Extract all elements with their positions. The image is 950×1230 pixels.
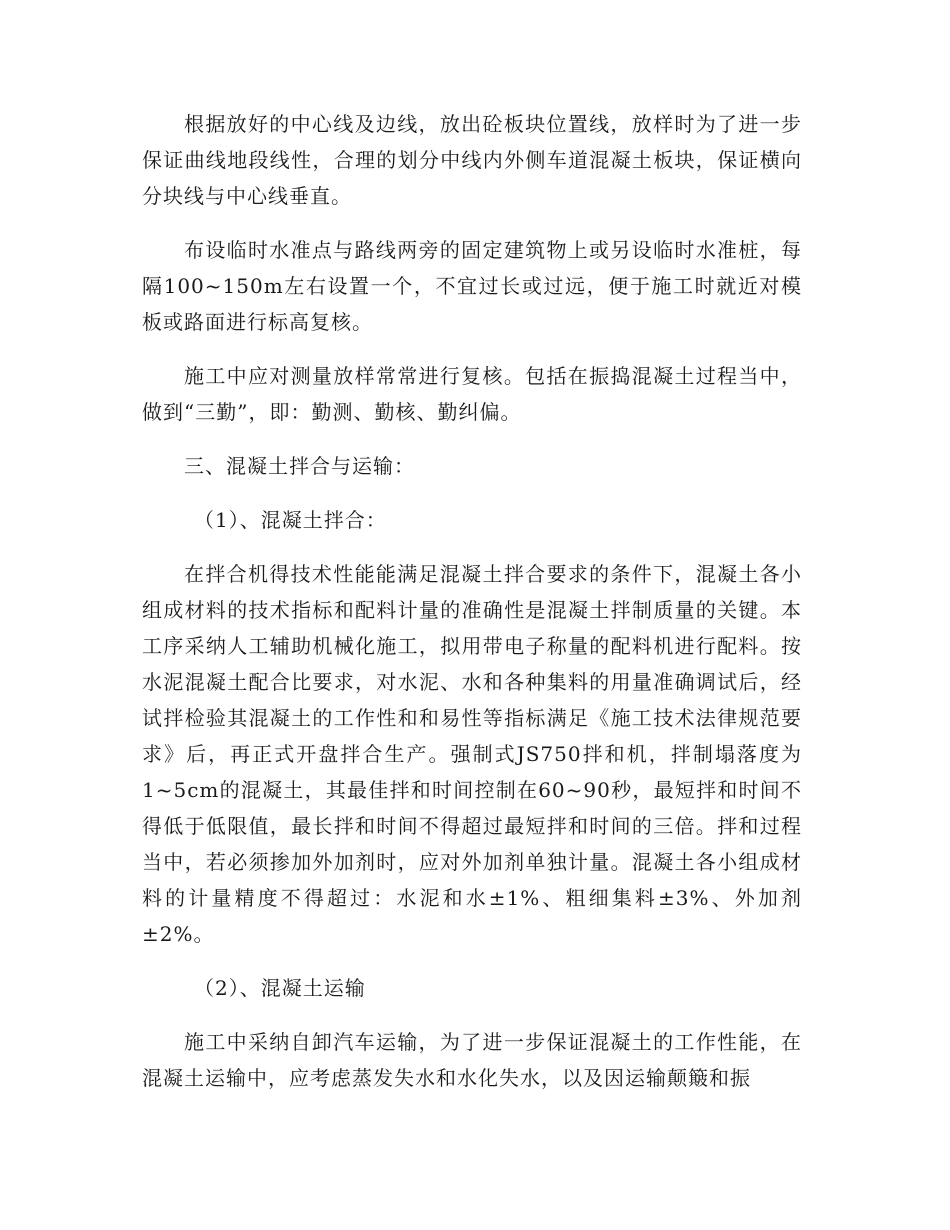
document-body: [142, 106, 802, 1114]
subheading-transport: （2）、混凝土运输: [194, 976, 366, 1000]
section-heading-mixing-transport: 三、混凝土拌合与运输：: [184, 454, 415, 478]
subheading-mixing: （1）、混凝土拌合：: [194, 508, 387, 532]
paragraph-stakeout-lines: 根据放好的中心线及边线，放出砼板块位置线，放样时为了进一步保证曲线地段线性，合理的划分中线内外侧车道混凝土板块，保证横向分块线与中心线垂直。: [142, 112, 802, 208]
paragraph-survey-check: 施工中应对测量放样常常进行复核。包括在振捣混凝土过程当中，做到“三勤”，即：勤测、勤核、勤纠偏。: [142, 364, 802, 424]
paragraph-mixing: 在拌合机得技术性能能满足混凝土拌合要求的条件下，混凝土各小组成材料的技术指标和配料计量的准确性是混凝土拌制质量的关键。本工序采纳人工辅助机械化施工，拟用带电子称量的配料机进行配料。按水泥混凝土配合比要求，对水泥、水和各种集料的用量准确调试后，经试拌检验其混凝土的工作性和和易性等指标满足《施工技术法律规范要求》后，再正式开盘拌合生产。强制式JS750拌和机，拌制塌落度为1~5cm的混凝土，其最佳拌和时间控制在60~90秒，最短拌和时间不得低于低限值，最长拌和时间不得超过最短拌和时间的三倍。拌和过程当中，若必须掺加外加剂时，应对外加剂单独计量。混凝土各小组成材料的计量精度不得超过：水泥和水±1%、粗细集料±3%、外加剂±2%。: [142, 562, 802, 946]
paragraph-transport: 施工中采纳自卸汽车运输，为了进一步保证混凝土的工作性能，在混凝土运输中，应考虑蒸发失水和水化失水，以及因运输颠簸和振: [142, 1030, 802, 1090]
paragraph-benchmark: 布设临时水准点与路线两旁的固定建筑物上或另设临时水准桩，每隔100~150m左右设置一个，不宜过长或过远，便于施工时就近对模板或路面进行标高复核。: [142, 238, 802, 334]
